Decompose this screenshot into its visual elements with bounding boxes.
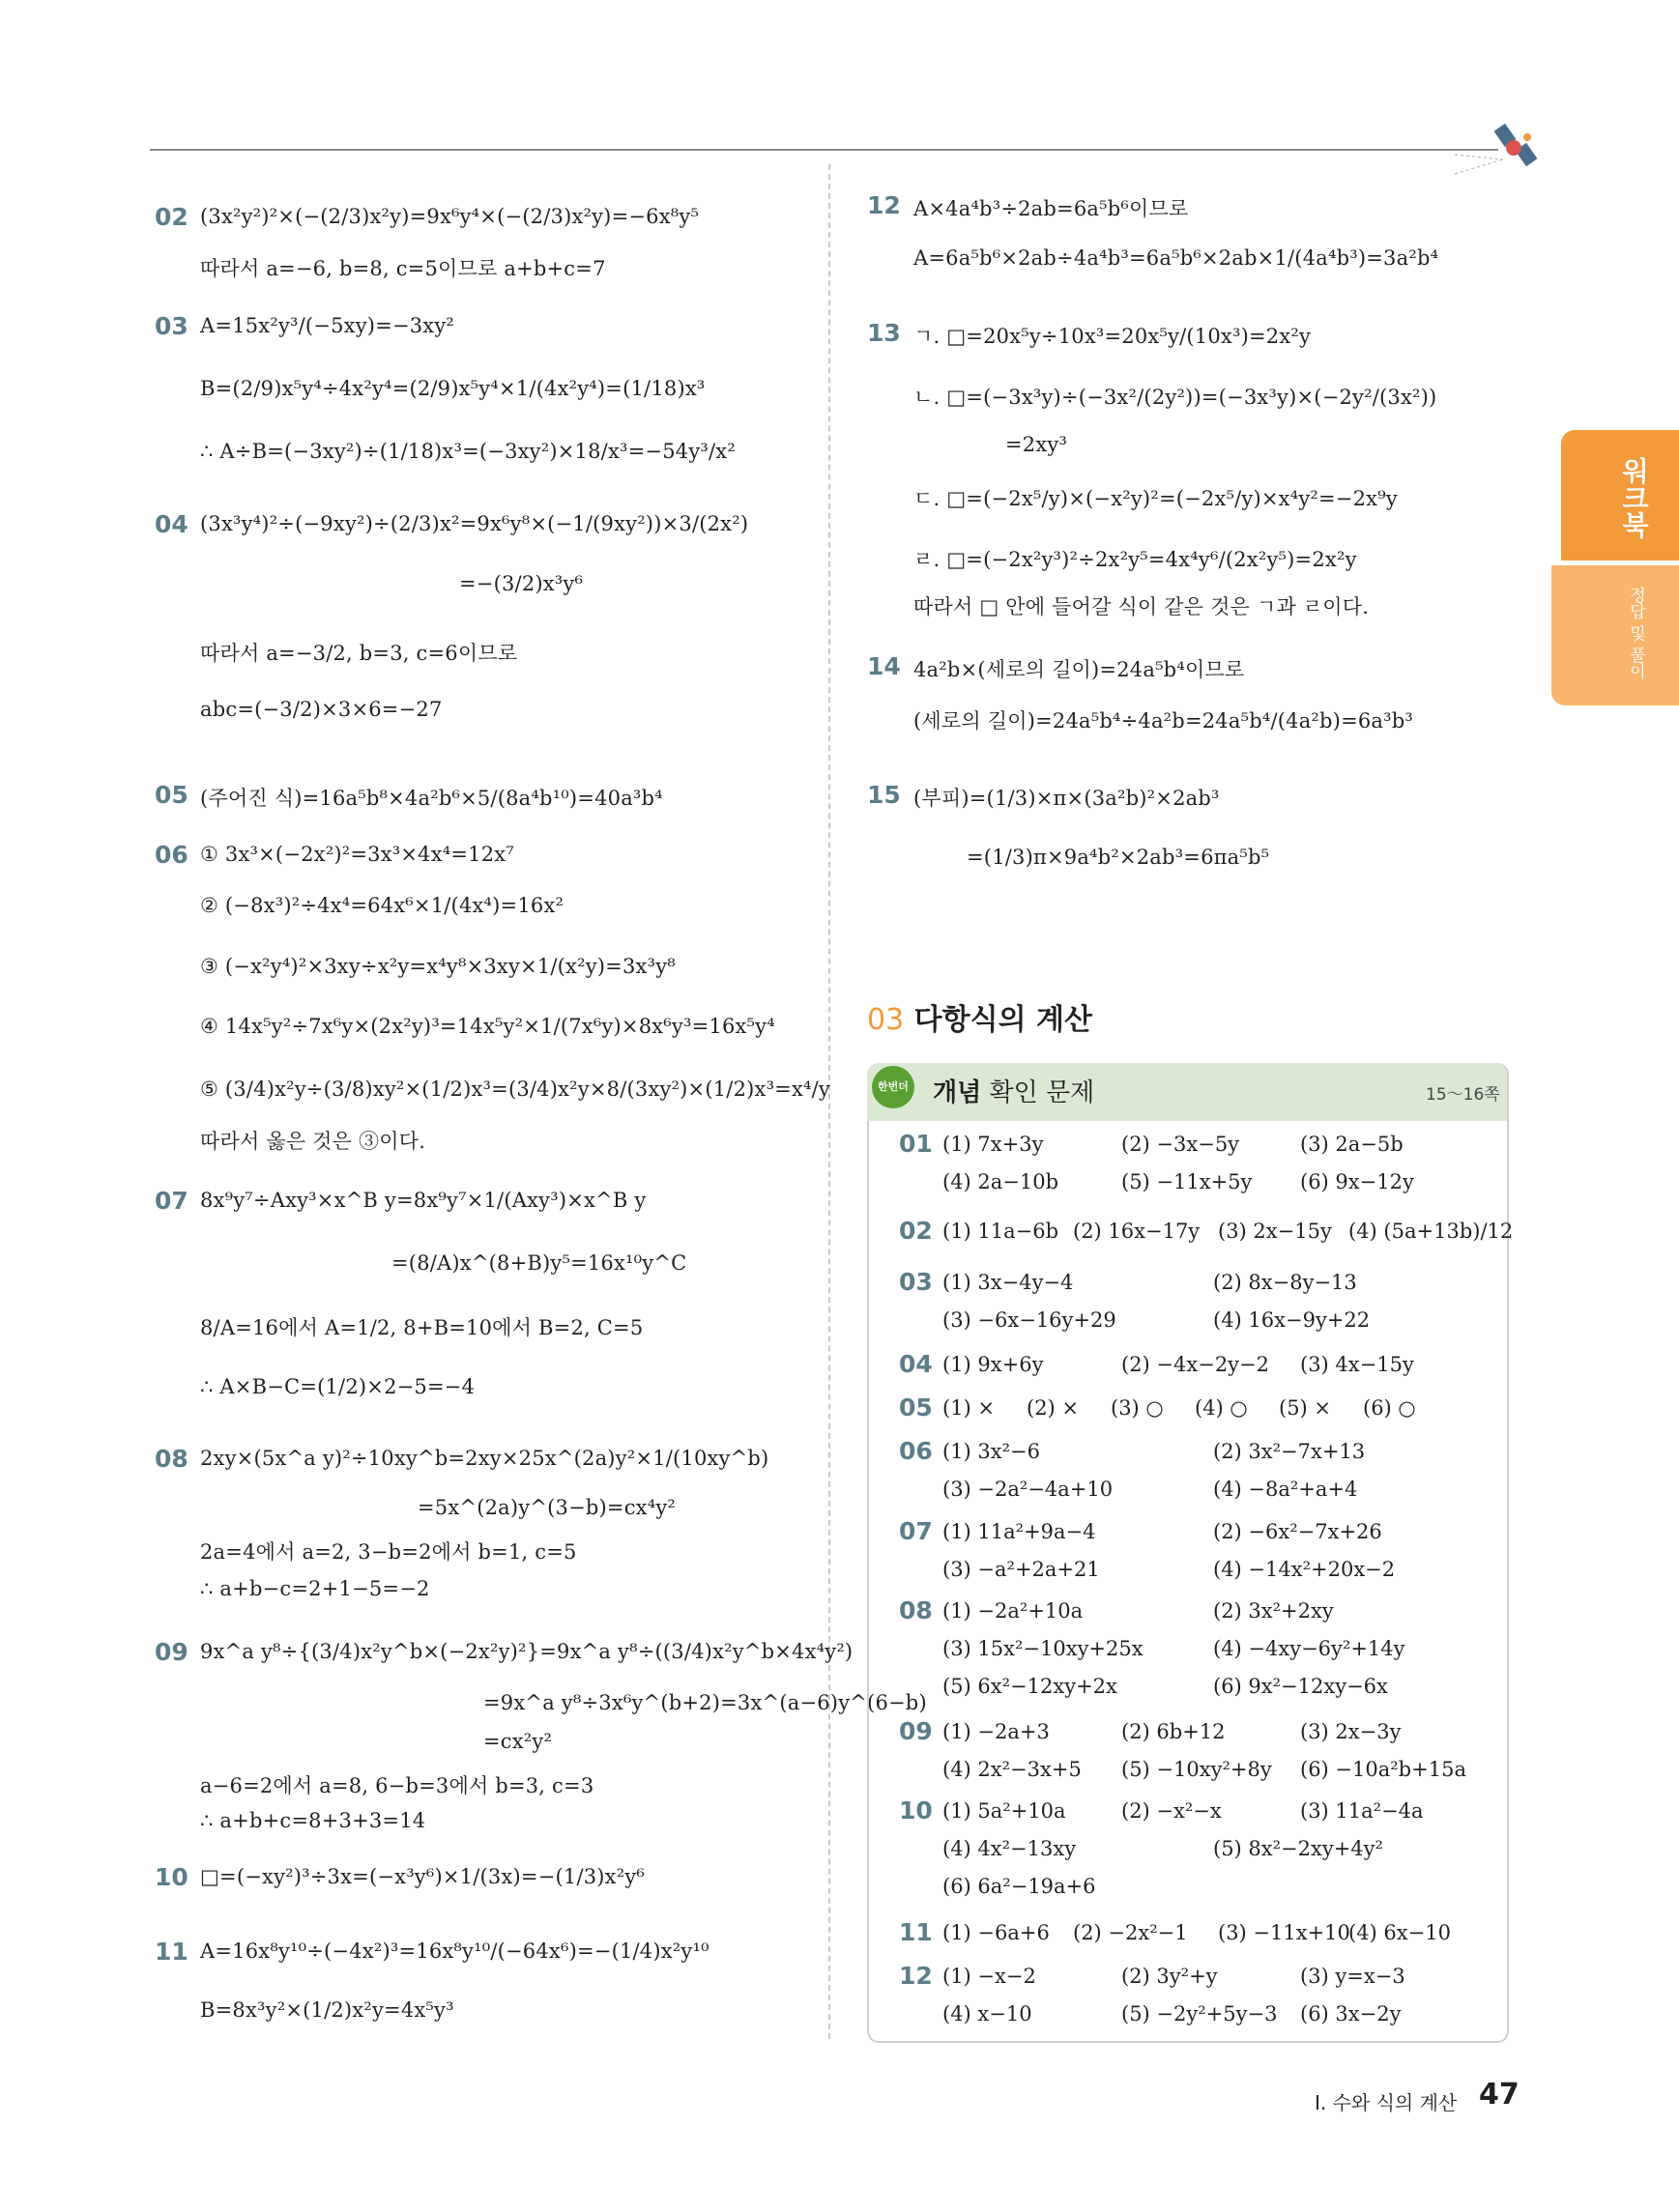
solution-line: =−(3/2)x³y⁶ (459, 572, 584, 595)
answer-item: (3) −11x+10 (1218, 1921, 1350, 1944)
answer-item: (3) −2a²−4a+10 (942, 1478, 1114, 1501)
answer-item: (1) × (942, 1396, 996, 1420)
answer-item: (3) 2a−5b (1300, 1133, 1404, 1156)
answer-item: (5) 8x²−2xy+4y² (1213, 1837, 1383, 1860)
answer-item: (1) −x−2 (942, 1965, 1036, 1988)
problem-number: 04 (155, 510, 188, 538)
solution-line: ∴ a+b−c=2+1−5=−2 (200, 1577, 430, 1600)
solution-line: ∴ A×B−C=(1/2)×2−5=−4 (200, 1375, 476, 1398)
solution-line: =2xy³ (1005, 433, 1068, 456)
solution-line: A=15x²y³/(−5xy)=−3xy² (200, 314, 455, 337)
answer-item: (3) y=x−3 (1300, 1965, 1405, 1988)
answer-item: (3) ○ (1111, 1396, 1164, 1420)
answer-item: (2) −2x²−1 (1073, 1921, 1188, 1944)
answer-item: (2) 8x−8y−13 (1213, 1271, 1357, 1294)
answer-number: 10 (899, 1796, 933, 1824)
answer-number: 11 (899, 1918, 933, 1946)
solution-line: 8x⁹y⁷÷Axy³×x^B y=8x⁹y⁷×1/(Axy³)×x^B y (200, 1189, 647, 1212)
solution-line: (부피)=(1/3)×π×(3a²b)²×2ab³ (913, 787, 1220, 810)
solution-line: 9x^a y⁸÷{(3/4)x²y^b×(−2x²y)²}=9x^a y⁸÷((3/4)x²y^b×4x⁴y²) (200, 1640, 854, 1663)
solution-line: ⑤ (3/4)x²y÷(3/8)xy²×(1/2)x³=(3/4)x²y×8/(3xy²)×(1/2)x³=x⁴/y (200, 1077, 830, 1101)
section-number: 03 (867, 1003, 905, 1037)
answer-item: (1) −2a+3 (942, 1720, 1050, 1743)
answer-item: (6) 9x²−12xy−6x (1213, 1675, 1388, 1698)
problem-number: 13 (867, 319, 901, 347)
answer-number: 04 (899, 1350, 933, 1378)
solution-line: B=8x³y²×(1/2)x²y=4x⁵y³ (200, 1998, 454, 2022)
solution-line: ㄷ. □=(−2x⁵/y)×(−x²y)²=(−2x⁵/y)×x⁴y²=−2x⁹y (913, 487, 1398, 510)
answer-item: (1) −6a+6 (942, 1921, 1050, 1944)
solution-line: =cx²y² (483, 1730, 553, 1753)
solution-line: 2xy×(5x^a y)²÷10xy^b=2xy×25x^(2a)y²×1/(10xy^b) (200, 1447, 769, 1470)
solution-line: 따라서 □ 안에 들어갈 식이 같은 것은 ㄱ과 ㄹ이다. (913, 595, 1370, 618)
answer-item: (6) 9x−12y (1300, 1170, 1414, 1193)
solution-line: ① 3x³×(−2x²)²=3x³×4x⁴=12x⁷ (200, 843, 514, 866)
answer-item: (3) 15x²−10xy+25x (942, 1637, 1143, 1660)
answer-item: (4) 2x²−3x+5 (942, 1758, 1082, 1781)
answer-number: 05 (899, 1393, 933, 1422)
answer-item: (2) −4x−2y−2 (1121, 1353, 1269, 1376)
answer-item: (1) −2a²+10a (942, 1599, 1084, 1623)
solution-line: (3x²y²)²×(−(2/3)x²y)=9x⁶y⁴×(−(2/3)x²y)=−6x⁸y⁵ (200, 205, 700, 228)
problem-number: 11 (155, 1938, 188, 1966)
problem-number: 05 (155, 781, 188, 809)
answer-item: (1) 9x+6y (942, 1353, 1044, 1376)
answer-item: (1) 7x+3y (942, 1133, 1044, 1156)
solution-line: a−6=2에서 a=8, 6−b=3에서 b=3, c=3 (200, 1774, 594, 1797)
solution-line: 따라서 옳은 것은 ③이다. (200, 1130, 426, 1153)
answer-item: (2) × (1027, 1396, 1080, 1420)
answer-number: 01 (899, 1130, 933, 1158)
answer-item: (5) −10xy²+8y (1121, 1758, 1272, 1781)
answer-item: (4) 6x−10 (1348, 1921, 1451, 1944)
title-rest: 확인 문제 (989, 1078, 1095, 1107)
solution-line: ㄴ. □=(−3x³y)÷(−3x²/(2y²))=(−3x³y)×(−2y²/(3x²)) (913, 386, 1437, 409)
side-tab-sub: 정답 및 풀이 (1626, 587, 1645, 679)
solution-line: =5x^(2a)y^(3−b)=cx⁴y² (418, 1496, 677, 1519)
problem-number: 06 (155, 841, 188, 869)
solution-line: ② (−8x³)²÷4x⁴=64x⁶×1/(4x⁴)=16x² (200, 894, 564, 917)
concept-check-title (933, 1073, 1094, 1108)
page-number: 47 (1479, 2078, 1520, 2111)
badge-again: 한번더 (872, 1066, 914, 1108)
answer-item: (4) 16x−9y+22 (1213, 1308, 1371, 1332)
solution-line: ∴ A÷B=(−3xy²)÷(1/18)x³=(−3xy²)×18/x³=−54y³/x² (200, 440, 736, 463)
answer-item: (5) 6x²−12xy+2x (942, 1675, 1117, 1698)
side-tab-label: 워크북 (1618, 457, 1650, 538)
answer-item: (4) (5a+13b)/12 (1348, 1220, 1514, 1243)
solution-line: =(1/3)π×9a⁴b²×2ab³=6πa⁵b⁵ (967, 846, 1270, 869)
answer-item: (2) 6b+12 (1121, 1720, 1226, 1743)
answer-item: (5) × (1279, 1396, 1332, 1420)
solution-line: ㄹ. □=(−2x²y³)²÷2x²y⁵=4x⁴y⁶/(2x²y⁵)=2x²y (913, 548, 1357, 571)
satellite-icon (1450, 116, 1547, 193)
answer-item: (4) 4x²−13xy (942, 1837, 1077, 1860)
answer-item: (4) x−10 (942, 2002, 1032, 2025)
solution-line: A=6a⁵b⁶×2ab÷4a⁴b³=6a⁵b⁶×2ab×1/(4a⁴b³)=3a²b⁴ (913, 246, 1439, 270)
solution-line: (세로의 길이)=24a⁵b⁴÷4a²b=24a⁵b⁴/(4a²b)=6a³b³ (913, 709, 1414, 733)
solution-line: ③ (−x²y⁴)²×3xy÷x²y=x⁴y⁸×3xy×1/(x²y)=3x³y⁸ (200, 955, 676, 978)
answer-item: (6) 6a²−19a+6 (942, 1875, 1096, 1898)
answer-item: (2) −x²−x (1121, 1799, 1222, 1823)
solution-line: 따라서 a=−6, b=8, c=5이므로 a+b+c=7 (200, 257, 606, 280)
answer-item: (3) 4x−15y (1300, 1353, 1414, 1376)
answer-item: (3) 11a²−4a (1300, 1799, 1424, 1823)
solution-line: ④ 14x⁵y²÷7x⁶y×(2x²y)³=14x⁵y²×1/(7x⁶y)×8x⁶y³=16x⁵y⁴ (200, 1015, 775, 1038)
answer-item: (2) −6x²−7x+26 (1213, 1520, 1382, 1543)
problem-number: 09 (155, 1638, 188, 1666)
answer-number: 06 (899, 1437, 933, 1465)
solution-line: ㄱ. □=20x⁵y÷10x³=20x⁵y/(10x³)=2x²y (913, 325, 1312, 348)
answer-number: 08 (899, 1596, 933, 1624)
section-title-text: 다항식의 계산 (913, 1003, 1092, 1037)
solution-line: A×4a⁴b³÷2ab=6a⁵b⁶이므로 (913, 197, 1189, 220)
answer-item: (1) 5a²+10a (942, 1799, 1066, 1823)
answer-item: (3) −a²+2a+21 (942, 1558, 1100, 1581)
problem-number: 03 (155, 312, 188, 340)
answer-number: 09 (899, 1717, 933, 1745)
section-title (867, 995, 1092, 1038)
answer-item: (1) 11a²+9a−4 (942, 1520, 1096, 1543)
answer-number: 02 (899, 1217, 933, 1245)
solution-line: A=16x⁸y¹⁰÷(−4x²)³=16x⁸y¹⁰/(−64x⁶)=−(1/4)x²y¹⁰ (200, 1939, 709, 1963)
solution-line: 4a²b×(세로의 길이)=24a⁵b⁴이므로 (913, 658, 1245, 681)
solution-line: □=(−xy²)³÷3x=(−x³y⁶)×1/(3x)=−(1/3)x²y⁶ (200, 1865, 646, 1888)
top-rule (150, 149, 1498, 151)
answer-item: (4) −14x²+20x−2 (1213, 1558, 1396, 1581)
answer-number: 03 (899, 1268, 933, 1296)
answer-item: (6) 3x−2y (1300, 2002, 1402, 2025)
answer-item: (3) 2x−3y (1300, 1720, 1402, 1743)
problem-number: 02 (155, 203, 188, 231)
problem-number: 14 (867, 652, 901, 680)
problem-number: 10 (155, 1863, 188, 1891)
answer-item: (2) 3x²+2xy (1213, 1599, 1334, 1623)
answer-number: 12 (899, 1962, 933, 1990)
solution-line: =(8/A)x^(8+B)y⁵=16x¹⁰y^C (391, 1251, 687, 1275)
problem-number: 12 (867, 191, 901, 219)
solution-line: =9x^a y⁸÷3x⁶y^(b+2)=3x^(a−6)y^(6−b) (483, 1691, 927, 1714)
column-divider (828, 164, 830, 2039)
answer-item: (1) 11a−6b (942, 1220, 1059, 1243)
answer-number: 07 (899, 1517, 933, 1545)
answer-item: (4) −8a²+a+4 (1213, 1478, 1358, 1501)
answer-item: (6) −10a²b+15a (1300, 1758, 1466, 1781)
answer-item: (5) −2y²+5y−3 (1121, 2002, 1278, 2025)
answer-item: (4) 2a−10b (942, 1170, 1059, 1193)
problem-number: 08 (155, 1445, 188, 1473)
answer-item: (3) −6x−16y+29 (942, 1308, 1116, 1332)
answer-item: (2) 3x²−7x+13 (1213, 1440, 1366, 1463)
solution-line: 따라서 a=−3/2, b=3, c=6이므로 (200, 642, 518, 665)
chapter-footer: Ⅰ. 수와 식의 계산 (1315, 2091, 1458, 2114)
answer-item: (2) −3x−5y (1121, 1133, 1240, 1156)
solution-line: 2a=4에서 a=2, 3−b=2에서 b=1, c=5 (200, 1540, 577, 1564)
solution-line: ∴ a+b+c=8+3+3=14 (200, 1809, 426, 1832)
answer-item: (4) ○ (1195, 1396, 1248, 1420)
problem-number: 07 (155, 1187, 188, 1215)
answer-item: (4) −4xy−6y²+14y (1213, 1637, 1405, 1660)
answer-item: (3) 2x−15y (1218, 1220, 1332, 1243)
answer-item: (1) 3x−4y−4 (942, 1271, 1074, 1294)
problem-number: 15 (867, 781, 901, 809)
solution-line: 8/A=16에서 A=1/2, 8+B=10에서 B=2, C=5 (200, 1316, 644, 1339)
answer-item: (2) 3y²+y (1121, 1965, 1218, 1988)
solution-line: (3x³y⁴)²÷(−9xy²)÷(2/3)x²=9x⁶y⁸×(−1/(9xy²))×3/(2x²) (200, 512, 749, 535)
answer-item: (5) −11x+5y (1121, 1170, 1253, 1193)
solution-line: (주어진 식)=16a⁵b⁸×4a²b⁶×5/(8a⁴b¹⁰)=40a³b⁴ (200, 787, 663, 810)
answer-item: (1) 3x²−6 (942, 1440, 1041, 1463)
answer-item: (6) ○ (1363, 1396, 1416, 1420)
answer-item: (2) 16x−17y (1073, 1220, 1201, 1243)
title-bold: 개념 (933, 1078, 982, 1107)
solution-line: B=(2/9)x⁵y⁴÷4x²y⁴=(2/9)x⁵y⁴×1/(4x²y⁴)=(1/18)x³ (200, 377, 706, 400)
page-reference: 15～16쪽 (1426, 1085, 1500, 1105)
solution-line: abc=(−3/2)×3×6=−27 (200, 698, 443, 721)
